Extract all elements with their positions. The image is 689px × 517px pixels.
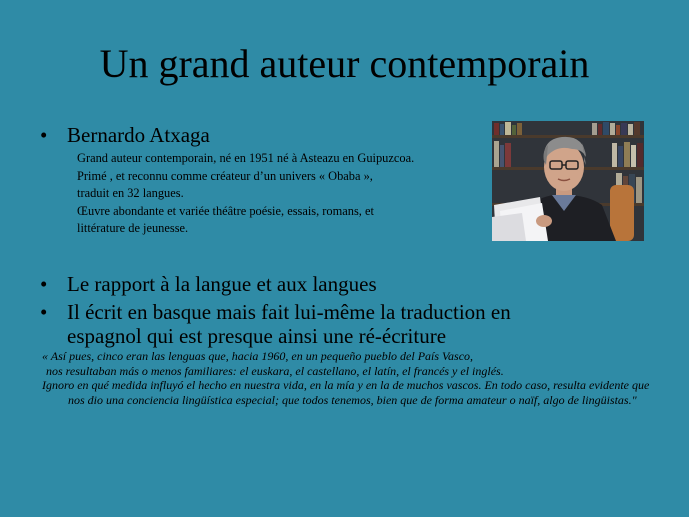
quote-line: nos resultaban más o menos familiares: el euskara, el castellano, el latín, el francés y el inglés. [46,363,504,378]
author-photo [492,121,644,241]
atxaga-quote [42,349,652,407]
bullet-author-text: Bernardo Atxaga [67,123,210,147]
quote-line: « Así pues, cinco eran las lenguas que, hacia 1960, en un pequeño pueblo del País Vasco, [42,349,474,363]
bullet-author [40,123,210,147]
bullet-translation [40,300,511,348]
bullet-dot: • [40,300,48,324]
author-photo-image [492,121,644,241]
slide-title: Un grand auteur contemporain [99,41,590,86]
bullet-language-text: Le rapport à la langue et aux langues [67,272,377,296]
detail-line: littérature de jeunesse. [77,221,189,236]
author-details [77,150,414,238]
bullet-translation-line2: espagnol qui est presque ainsi une ré-écriture [67,324,447,348]
quote-line: Ignoro en qué medida influyó el hecho en nuestra vida, en la mía y en la de muchos vascos. En todo caso, resulta evidente que nos dio una conciencia lingüística especial; que todos tenemos, bien que de forma amateur o naïf, algo de lingüistas." [42,378,650,407]
detail-line: Œuvre abondante et variée théâtre poésie, essais, romans, et [77,203,374,218]
bullet-dot: • [40,123,48,147]
bullet-translation-line1: Il écrit en basque mais fait lui-même la traduction en [67,300,511,324]
detail-line: traduit en 32 langues. [77,186,184,201]
bullet-dot: • [40,272,48,296]
bullet-language [40,272,377,296]
detail-line: Grand auteur contemporain, né en 1951 né à Asteazu en Guipuzcoa. [77,151,415,165]
detail-line: Primé , et reconnu comme créateur d’un univers « Obaba », [77,168,373,183]
